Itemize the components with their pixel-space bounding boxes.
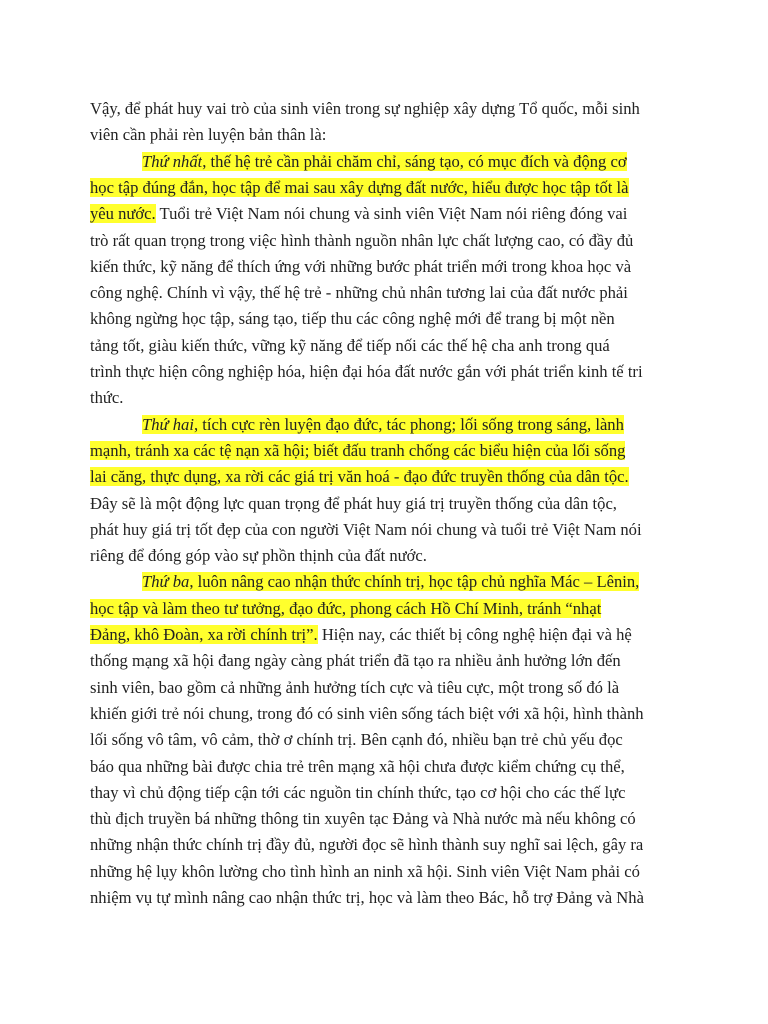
text-line [142,412,690,438]
text-line [90,780,690,806]
text-line [90,175,690,201]
text-line [90,832,690,858]
body-text: thay vì chủ động tiếp cận tới các nguồn tin chính thức, tạo cơ hội cho các thế lực [90,782,626,802]
highlighted-text: , luôn nâng cao nhận thức chính trị, học tập chủ nghĩa Mác – Lênin, [189,572,640,592]
text-line [90,596,690,622]
body-text: những nhận thức chính trị đầy đủ, người đọc sẽ hình thành suy nghĩ sai lệch, gây ra [90,835,644,855]
body-text: công nghệ. Chính vì vậy, thế hệ trẻ - những chủ nhân tương lai của đất nước phải [90,283,628,303]
body-text: không ngừng học tập, sáng tạo, tiếp thu các công nghệ mới để trang bị một nền [90,309,615,329]
text-line [90,885,690,911]
text-line [90,648,690,674]
text-line [142,149,690,175]
text-line [90,122,690,148]
text-line [90,201,690,227]
text-line [90,254,690,280]
text-line [90,464,690,490]
body-text: nhiệm vụ tự mình nâng cao nhận thức trị, học và làm theo Bác, hỗ trợ Đảng và Nhà [90,888,644,907]
text-line [90,385,690,411]
text-line [90,438,690,464]
text-line [90,228,690,254]
text-line [90,727,690,753]
body-text: báo qua những bài được chia trẻ trên mạng xã hội chưa được kiểm chứng cụ thể, [90,756,625,776]
text-line [90,280,690,306]
text-line [90,754,690,780]
highlighted-text: , thế hệ trẻ cần phải chăm chỉ, sáng tạo, có mục đích và động cơ [202,151,627,171]
body-text: thức. [90,388,124,408]
text-line [90,306,690,332]
body-text: riêng để đóng góp vào sự phồn thịnh của đất nước. [90,546,427,566]
highlighted-text: học tập và làm theo tư tưởng, đạo đức, phong cách Hồ Chí Minh, tránh “nhạt [90,598,602,618]
highlighted-text: mạnh, tránh xa các tệ nạn xã hội; biết đấu tranh chống các biểu hiện của lối sống [90,440,626,460]
text-line [90,333,690,359]
highlighted-text: lai căng, thực dụng, xa rời các giá trị văn hoá - đạo đức truyền thống của dân tộc. [90,467,629,487]
body-text: phát huy giá trị tốt đẹp của con người Việt Nam nói chung và tuổi trẻ Việt Nam nói [90,519,642,539]
body-text: thù địch truyền bá những thông tin xuyên tạc Đảng và Nhà nước mà nếu không có [90,809,636,829]
highlighted-text: yêu nước. [90,204,156,224]
body-text: Tuổi trẻ Việt Nam nói chung và sinh viên Việt Nam nói riêng đóng vai [155,204,628,224]
text-line [142,569,690,595]
paragraph-heading: Thứ nhất [142,151,203,171]
text-line [90,622,690,648]
body-text: trò rất quan trọng trong việc hình thành nguồn nhân lực chất lượng cao, có đầy đủ [90,230,634,250]
body-text: những hệ lụy khôn lường cho tình hình an ninh xã hội. Sinh viên Việt Nam phải có [90,861,640,881]
text-line [90,517,690,543]
text-line [90,806,690,832]
highlighted-text: học tập đúng đắn, học tập để mai sau xây dựng đất nước, hiểu được học tập tốt là [90,177,629,197]
highlighted-text: , tích cực rèn luyện đạo đức, tác phong; lối sống trong sáng, lành [193,414,624,434]
body-text: kiến thức, kỹ năng để thích ứng với những bước phát triển mới trong khoa học và [90,256,632,276]
text-line [90,359,690,385]
highlighted-text: Đảng, khô Đoàn, xa rời chính trị”. [90,625,318,644]
text-line [90,859,690,885]
body-text: khiến giới trẻ nói chung, trong đó có sinh viên sống tách biệt với xã hội, hình thành [90,703,644,723]
paragraph-heading: Thứ hai [142,414,194,434]
body-text: trình thực hiện công nghiệp hóa, hiện đại hóa đất nước gắn với phát triển kinh tế tri [90,362,643,381]
body-text: viên cần phải rèn luyện bản thân là: [90,125,327,145]
body-text: tảng tốt, giàu kiến thức, vững kỹ năng để tiếp nối các thế hệ cha anh trong quá [90,335,610,355]
body-text: Vậy, để phát huy vai trò của sinh viên trong sự nghiệp xây dựng Tổ quốc, mỗi sinh [90,99,640,118]
text-line [90,701,690,727]
text-line [90,543,690,569]
paragraph-heading: Thứ ba [142,572,190,592]
text-line [90,675,690,701]
body-text: lối sống vô tâm, vô cảm, thờ ơ chính trị. Bên cạnh đó, nhiều bạn trẻ chủ yếu đọc [90,730,623,750]
body-text: thống mạng xã hội đang ngày càng phát triển đã tạo ra nhiều ảnh hưởng lớn đến [90,651,621,671]
body-text: sinh viên, bao gồm cả những ảnh hưởng tích cực và tiêu cực, một trong số đó là [90,677,620,697]
text-line [90,96,690,122]
body-text: Hiện nay, các thiết bị công nghệ hiện đại và hệ [317,625,632,644]
text-line [90,491,690,517]
body-text: Đây sẽ là một động lực quan trọng để phát huy giá trị truyền thống của dân tộc, [90,493,617,513]
